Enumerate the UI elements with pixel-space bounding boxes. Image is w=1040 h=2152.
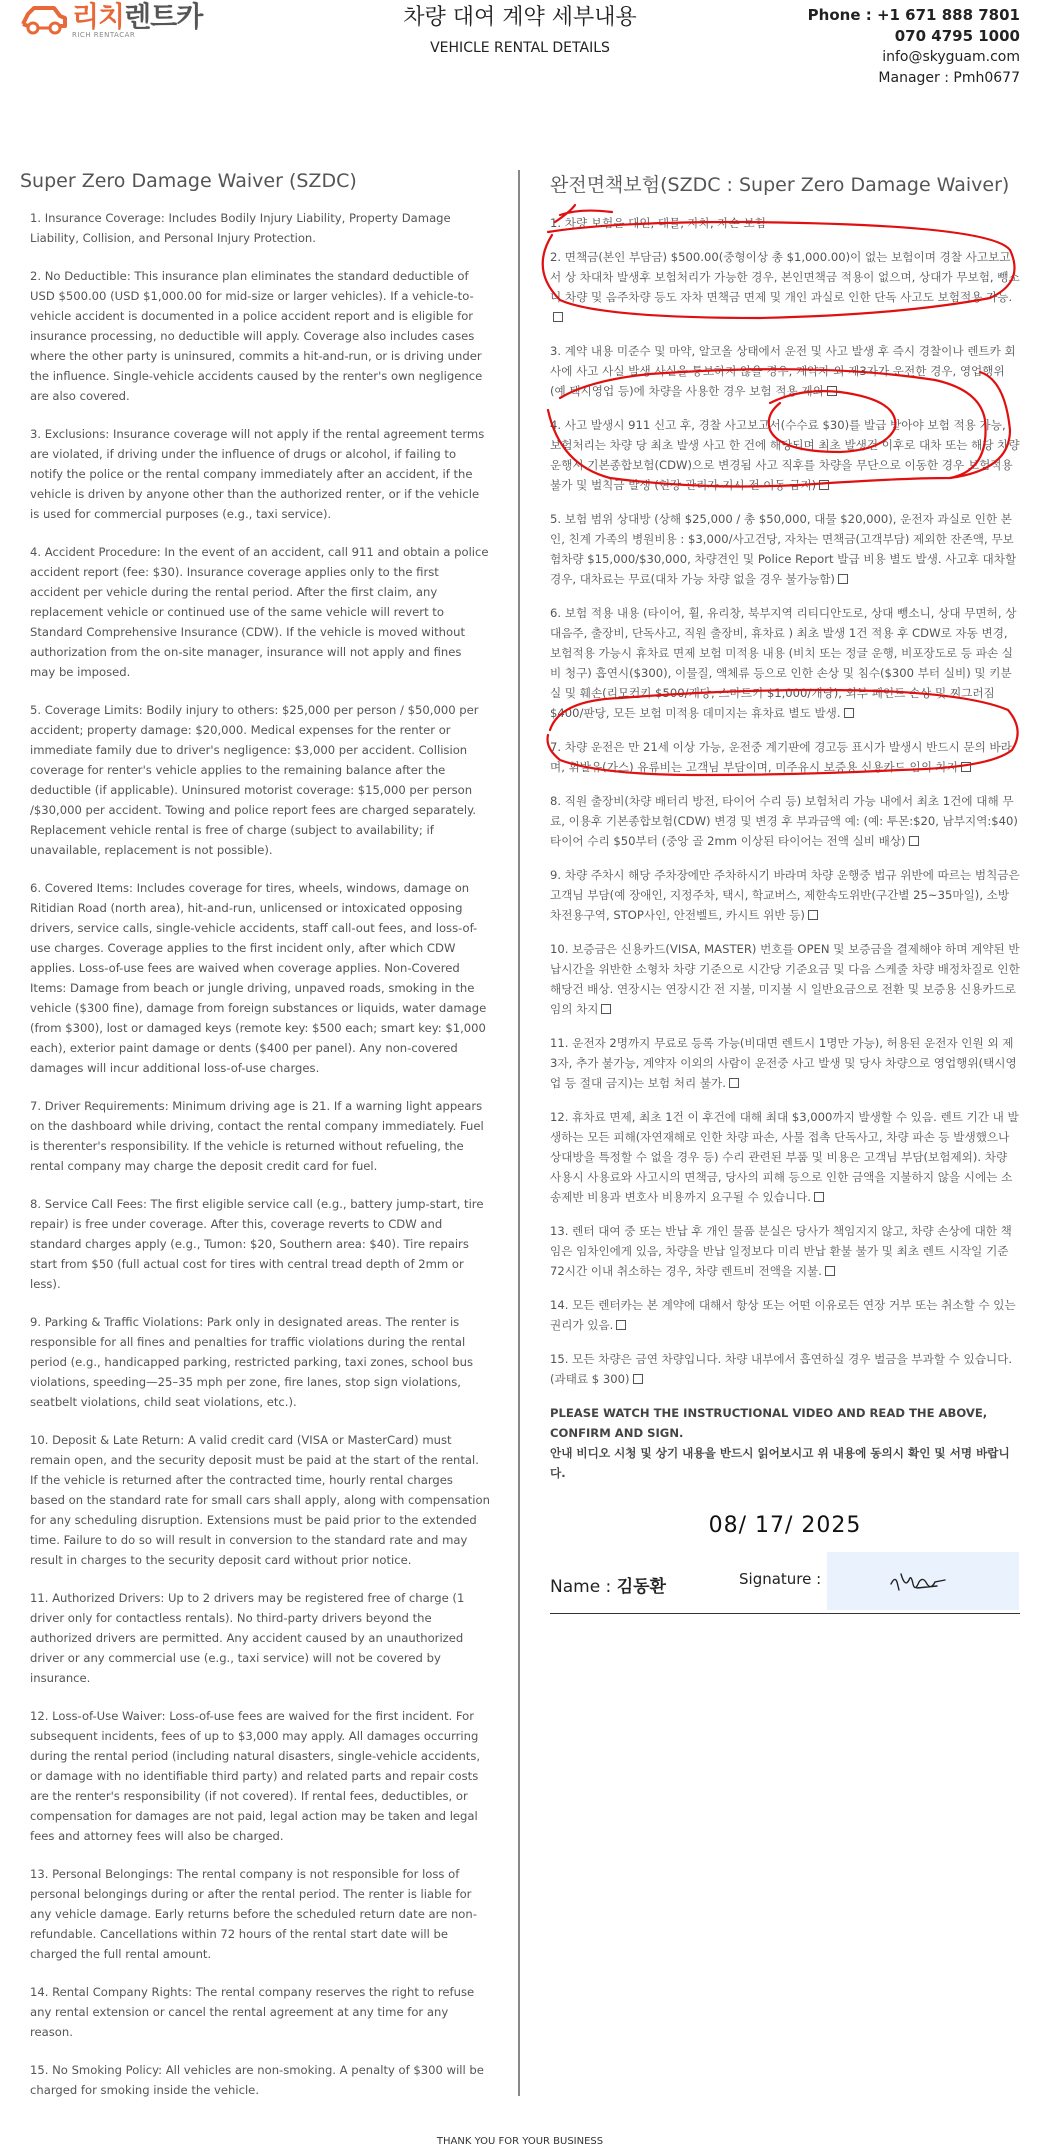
korean-term-item <box>550 1033 1020 1093</box>
english-terms <box>20 170 490 2118</box>
korean-term-item <box>550 791 1020 851</box>
agree-checkbox[interactable] <box>961 762 971 772</box>
phone-number: Phone : +1 671 888 7801 <box>807 6 1020 24</box>
korean-term-item <box>550 509 1020 589</box>
korean-terms-title: 완전면책보험(SZDC : Super Zero Damage Waiver) <box>550 174 1010 196</box>
agree-checkbox[interactable] <box>616 1320 626 1330</box>
agree-checkbox[interactable] <box>819 480 829 490</box>
korean-term-text: 10. 보증금은 신용카드(VISA, MASTER) 번호를 OPEN 및 보증금을 결제해야 하며 계약된 반납시간을 위반한 소형차 차량 기준으로 시간당 기준요금 및 다음 스케줄 차량 배정차질로 인한 해당건 배상. 연장시는 연장시간 전 지불, 미지불 시 일반요금으로 전환 및 보증용 신용카드로 임의 차지 <box>550 942 1020 1016</box>
english-term-item: 2. No Deductible: This insurance plan eliminates the standard deductible of USD $500.00 (USD $1,000.00 for mid-size or larger vehicles). If a vehicle-to-vehicle accident is documented in a police accident report and is eligible for insurance processing, no deductible will apply. Coverage also includes cases where the other party is uninsured, commits a hit-and-run, or is driving under the influence. Single-vehicle accidents caused by the renter's own negligence are also covered. <box>30 269 483 403</box>
english-term-item: 7. Driver Requirements: Minimum driving age is 21. If a warning light appears on the dashboard while driving, contact the rental company immediately. Fuel is therenter's responsibility. If the vehicle is returned without refueling, the rental company may charge the deposit credit card for fuel. <box>30 1099 484 1173</box>
korean-term-item <box>550 213 1020 233</box>
korean-term-text: 13. 렌터 대여 중 또는 반납 후 개인 물품 분실은 당사가 책임지지 않고, 차량 손상에 대한 책임은 임차인에게 있음, 차량을 반납 일정보다 미리 반납 환불 불가 및 최초 렌트 시작일 기준 72시간 이내 취소하는 경우, 차량 렌트비 전액을 지불. <box>550 1224 1012 1278</box>
korean-term-item <box>550 247 1020 327</box>
korean-term-item <box>550 737 1020 777</box>
korean-term-text: 4. 사고 발생시 911 신고 후, 경찰 사고보고서(수수료 $30)를 발급 받아야 보험 적용 가능, 보험처리는 차량 당 최초 발생 사고 한 건에 해당되며 최초 발생건 이후로 대차 또는 해당 차량 운행시 기본종합보험(CDW)으로 변경됨 사고 직후를 차량을 무단으로 이동한 경우 보험적용 불가 및 벌칙금 발생 (현장 관리자 지시 전 이동 금지) <box>550 418 1020 492</box>
signature-label: Signature : <box>739 1570 822 1588</box>
korean-term-item <box>550 939 1020 1019</box>
english-term-item: 11. Authorized Drivers: Up to 2 drivers may be registered free of charge (1 driver only for contactless rentals). No third-party drivers beyond the authorized drivers are permitted. Any accident caused by an unauthorized driver or any commercial use (e.g., taxi service) will not be covered by insurance. <box>30 1591 465 1685</box>
logo-brand-2: 렌트카 <box>124 0 203 33</box>
korean-term-item <box>550 1107 1020 1207</box>
korean-term-text: 7. 차량 운전은 만 21세 이상 가능, 운전중 계기판에 경고등 표시가 발생시 반드시 문의 바라며, 휘발유(가스) 유류비는 고객님 부담이며, 미주유시 보증용 신용카드 임의 차지 <box>550 740 1012 774</box>
name-value: 김동환 <box>616 1577 666 1597</box>
phone-number-2: 070 4795 1000 <box>894 27 1020 45</box>
korean-term-text: 15. 모든 차량은 금연 차량입니다. 차량 내부에서 흡연하실 경우 벌금을 부과할 수 있습니다. (과태료 $ 300) <box>550 1352 1013 1386</box>
english-term-item: 12. Loss-of-Use Waiver: Loss-of-use fees are waived for the first incident. For subsequent incidents, fees of up to $3,000 may apply. All damages occurring during the rental period (including natural disasters, single-vehicle accidents, or damage with no identifiable third party) and related parts and repair costs are the renter's responsibility (if not covered). If rental fees, deductibles, or compensation for damages are not paid, legal action may be taken and legal fees and attorney fees will also be charged. <box>30 1709 481 1843</box>
agree-checkbox[interactable] <box>814 1192 824 1202</box>
agree-checkbox[interactable] <box>808 910 818 920</box>
english-term-item: 8. Service Call Fees: The first eligible service call (e.g., battery jump-start, tire repair) is free under coverage. After this, coverage reverts to CDW and standard charges apply (e.g., Tumon: $20, Southern area: $40). Tire repairs start from $50 (full actual cost for tires with central tread depth of 2mm or less). <box>30 1197 484 1291</box>
korean-term-text: 12. 휴차료 면제, 최초 1건 이 후건에 대해 최대 $3,000까지 발생할 수 있음. 렌트 기간 내 발생하는 모든 피해(자연재해로 인한 차량 파손, 사물 접촉 단독사고, 차량 파손 등 발생했으나 상대방을 특정할 수 없을 경우 등) 수리 관련된 부품 및 비용은 고객님 부담(보험제외). 차량 사용시 사용료와 사고시의 면책금, 당사의 피해 등으로 인한 금액을 지불하지 않을 시에는 소송제반 비용과 변호사 비용까지 요구될 수 있습니다. <box>550 1110 1019 1204</box>
korean-term-text: 5. 보험 범위 상대방 (상해 $25,000 / 총 $50,000, 대물 $20,000), 운전자 과실로 인한 본인, 친계 가족의 병원비용 : $3,000/사고건당, 자차는 면책금(고객부담) 제외한 잔존액, 무보험차량 $15,000/$30,000, 차량견인 및 Police Report 발급 비용 별도 발생. 사고후 대차할 경우, 대차료는 무료(대차 가능 차량 없을 경우 불가능함) <box>550 512 1017 586</box>
handwritten-signature <box>887 1566 957 1596</box>
english-term-item: 3. Exclusions: Insurance coverage will not apply if the rental agreement terms are violated, if driving under the influence of drugs or alcohol, if failing to notify the police or the rental company immediately after an accident, if the vehicle is driven by anyone other than the authorized renter, or if the vehicle is used for commercial purposes (e.g., taxi service). <box>30 427 485 521</box>
title-korean: 차량 대여 계약 세부내용 <box>403 5 637 30</box>
korean-term-item <box>550 415 1020 495</box>
name-field <box>550 1572 666 1597</box>
english-term-item: 5. Coverage Limits: Bodily injury to others: $25,000 per person / $50,000 per accident; property damage: $20,000. Medical expenses for the renter or immediate family due to driver's negligence: $3,000 per accident. Collision coverage for renter's vehicle applies to the remaining balance after the deductible (if applicable). Uninsured motorist coverage: $15,000 per person /$30,000 per accident. Towing and police report fees are charged separately. Replacement vehicle rental is free of charge (subject to availability; if unavailable, replacement is not possible). <box>30 703 479 857</box>
agree-checkbox[interactable] <box>909 836 919 846</box>
agree-checkbox[interactable] <box>601 1004 611 1014</box>
english-term-item: 15. No Smoking Policy: All vehicles are non-smoking. A penalty of $300 will be charged for smoking inside the vehicle. <box>30 2063 484 2097</box>
agree-checkbox[interactable] <box>838 574 848 584</box>
title-english: VEHICLE RENTAL DETAILS <box>430 40 610 56</box>
english-term-item: 9. Parking & Traffic Violations: Park only in designated areas. The renter is responsible for all fines and penalties for traffic violations during the rental period (e.g., handicapped parking, restricted parking, taxi zones, school bus violations, speeding—25–35 mph per zone, fire lanes, stop sign violations, seatbelt violations, child seat violations, etc.). <box>30 1315 474 1409</box>
korean-term-text: 3. 계약 내용 미준수 및 마약, 알코올 상태에서 운전 및 사고 발생 후 즉시 경찰이나 렌트카 회사에 사고 사실 발생 사실을 통보하지 않을 경우, 계약자 외 제3자가 운전한 경우, 영업행위(예 택시영업 등)에 차량을 사용한 경우 보험 적용 제외 <box>550 344 1016 398</box>
name-label: Name : <box>550 1577 617 1597</box>
english-term-item: 10. Deposit & Late Return: A valid credit card (VISA or MasterCard) must remain open, and the security deposit must be paid at the start of the rental. If the vehicle is returned after the contracted time, hourly rental charges based on the standard rate for small cars shall apply, along with compensation for any scheduling disruption. Extensions must be paid prior to the extended time. Failure to do so will result in conversion to the standard rate and may result in charges to the security deposit card without prior notice. <box>30 1433 490 1567</box>
logo-brand-1: 리치 <box>72 0 125 33</box>
notice-english: PLEASE WATCH THE INSTRUCTIONAL VIDEO AND READ THE ABOVE, CONFIRM AND SIGN. <box>550 1406 988 1440</box>
korean-term-text: 1. 차량 보험은 대인, 대물, 자차, 자손 보험 <box>550 216 766 230</box>
agree-checkbox[interactable] <box>827 386 837 396</box>
agree-checkbox[interactable] <box>825 1266 835 1276</box>
footer-thanks: THANK YOU FOR YOUR BUSINESS <box>436 2136 604 2147</box>
notice-korean: 안내 비디오 시청 및 상기 내용을 반드시 읽어보시고 위 내용에 동의시 확인 및 서명 바랍니다. <box>550 1446 1010 1480</box>
signature-pad[interactable] <box>827 1552 1019 1610</box>
korean-term-item <box>550 865 1020 925</box>
agree-checkbox[interactable] <box>553 312 563 322</box>
logo-subtitle: RICH RENTACAR <box>72 31 136 39</box>
korean-term-item <box>550 1349 1020 1389</box>
korean-term-text: 8. 직원 출장비(차량 배터리 방전, 타이어 수리 등) 보험처리 가능 내에서 최초 1건에 대해 무료, 이용후 기본종합보험(CDW) 변경 및 변경 후 부과금액 예: (예: 투몬:$20, 남부지역:$40) 타이어 수리 $50부터 (중앙 골 2mm 이상된 타이어는 전액 실비 배상) <box>550 794 1018 848</box>
korean-terms <box>550 170 1020 1614</box>
english-terms-title: Super Zero Damage Waiver (SZDC) <box>20 170 357 192</box>
korean-term-item <box>550 1221 1020 1281</box>
agree-checkbox[interactable] <box>729 1078 739 1088</box>
english-term-item: 1. Insurance Coverage: Includes Bodily Injury Liability, Property Damage Liability, Collision, and Personal Injury Protection. <box>30 211 451 245</box>
column-divider <box>518 170 520 2096</box>
signed-date: 08/ 17/ 2025 <box>708 1513 862 1538</box>
korean-term-text: 6. 보험 적용 내용 (타이어, 휠, 유리창, 북부지역 리티디안도로, 상대 뺑소니, 상대 무면허, 상대음주, 출장비, 단독사고, 직원 출장비, 휴차료 ) 최초 발생 1건 적용 후 CDW로 자동 변경, 보험적용 가능시 휴차료 면제 보험 미적용 내용 (비치 또는 정글 운행, 비포장도로 등 파손 실비 청구) 흡연시($300), 이물질, 액체류 등으로 인한 손상 및 침수($300 부터 실비) 및 키분실 및 훼손(리모컨키 $500/개당, 스마트키 $1,000/개당), 외부 페인트 손상 및 찌그러짐 $400/판당, 모든 보험 미적용 데미지는 휴차료 별도 발생. <box>550 606 1017 720</box>
english-term-item: 13. Personal Belongings: The rental company is not responsible for loss of personal belongings during or after the rental period. The renter is liable for any vehicle damage. Early returns before the scheduled return date are non-refundable. Cancellations within 72 hours of the rental start date will be charged the full rental amount. <box>30 1867 477 1961</box>
english-term-item: 4. Accident Procedure: In the event of an accident, call 911 and obtain a police accident report (fee: $30). Insurance coverage applies only to the first accident per vehicle during the rental period. After the first claim, any replacement vehicle or continued use of the same vehicle will revert to Standard Comprehensive Insurance (CDW). If the vehicle is moved without authorization from the on-site manager, insurance will not apply and fines may be imposed. <box>30 545 489 679</box>
korean-term-item <box>550 603 1020 723</box>
signature-row <box>550 1552 1020 1614</box>
korean-term-text: 9. 차량 주차시 해당 주차장에만 주차하시기 바라며 차량 운행중 법규 위반에 따르는 범칙금은 고객님 부담(예 장애인, 지정주차, 택시, 학교버스, 제한속도위반(구간별 25~35마일), 소방차전용구역, STOP사인, 안전벨트, 카시트 위반 등) <box>550 868 1020 922</box>
email: info@skyguam.com <box>882 49 1020 65</box>
agree-checkbox[interactable] <box>633 1374 643 1384</box>
korean-term-text: 2. 면책금(본인 부담금) $500.00(중형이상 총 $1,000.00)이 없는 보험이며 경찰 사고보고서 상 차대차 발생후 보험처리가 가능한 경우, 본인면책금 적용이 없으며, 상대가 무보험, 뺑소니 차량 및 음주차량 등도 자차 면책금 면제 및 개인 과실로 인한 단독 사고도 보험적용 가능. <box>550 250 1020 304</box>
manager: Manager : Pmh0677 <box>878 70 1020 86</box>
agree-checkbox[interactable] <box>844 708 854 718</box>
english-term-item: 14. Rental Company Rights: The rental company reserves the right to refuse any rental extension or cancel the rental agreement at any time for any reason. <box>30 1985 475 2039</box>
korean-term-text: 14. 모든 렌터카는 본 계약에 대해서 항상 또는 어떤 이유로든 연장 거부 또는 취소할 수 있는권리가 있음. <box>550 1298 1016 1332</box>
contact-info <box>808 5 1020 89</box>
korean-term-item <box>550 341 1020 401</box>
korean-term-text: 11. 운전자 2명까지 무료로 등록 가능(비대면 렌트시 1명만 가능), 허용된 운전자 인원 외 제3자, 추가 불가능, 계약자 이외의 사람이 운전중 사고 발생 및 당사 차량으로 영업행위(택시영업 등 절대 금지)는 보험 처리 불가. <box>550 1036 1017 1090</box>
english-term-item: 6. Covered Items: Includes coverage for tires, wheels, windows, damage on Ritidian Road (north area), hit-and-run, unlicensed or intoxicated opposing drivers, service calls, single-vehicle accidents, staff call-out fees, and loss-of-use charges. Coverage applies to the first incident only, after which CDW applies. Loss-of-use fees are waived when coverage applies. Non-Covered Items: Damage from beach or jungle driving, unpaved roads, smoking in the vehicle ($300 fine), damage from foreign substances or liquids, water damage (from $300), lost or damaged keys (remote key: $500 each; smart key: $1,000 each), exterior paint damage or dents ($400 per panel). Any non-covered damages will incur additional loss-of-use charges. <box>30 881 487 1075</box>
korean-term-item <box>550 1295 1020 1335</box>
